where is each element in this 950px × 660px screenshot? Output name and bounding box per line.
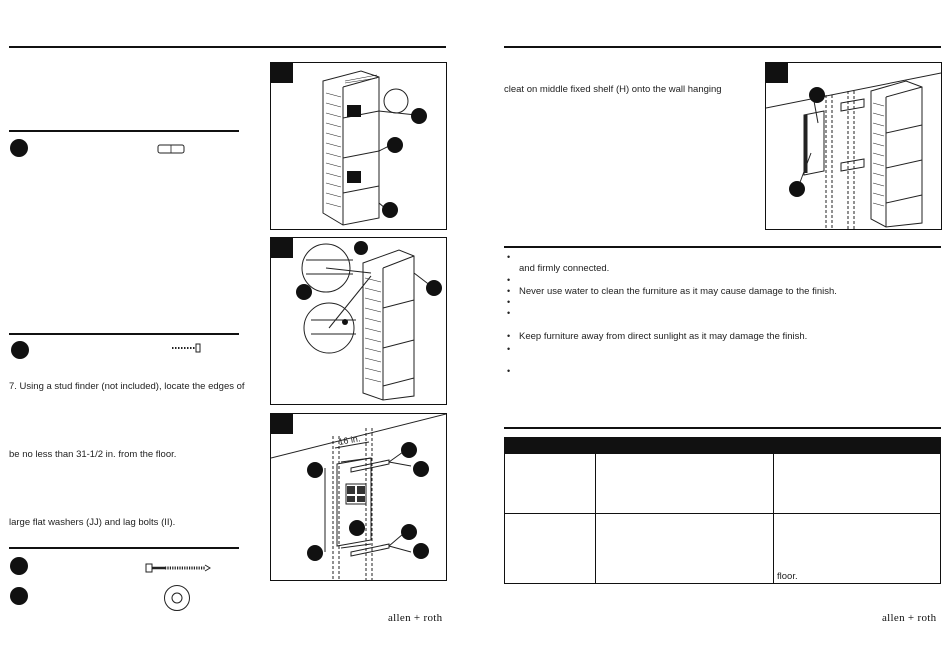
part-marker-4 bbox=[10, 587, 28, 605]
troubleshooting-table bbox=[504, 437, 941, 584]
step7-text: 7. Using a stud finder (not included), locate the edges of bbox=[9, 381, 245, 392]
care-section-rule bbox=[504, 246, 941, 248]
top-rule-right bbox=[504, 46, 941, 48]
table-cell: floor. bbox=[774, 514, 941, 584]
section-rule-1 bbox=[9, 130, 239, 132]
brand-logo-right: allen + roth bbox=[882, 612, 937, 624]
care-bullet-5: • bbox=[507, 297, 511, 307]
part-marker-2 bbox=[11, 341, 29, 359]
step-tag-4 bbox=[766, 63, 788, 83]
height-text: be no less than 31-1/2 in. from the floor. bbox=[9, 449, 177, 460]
lag-bolt-icon bbox=[145, 562, 211, 574]
care-bullet-6: • bbox=[507, 308, 511, 318]
part-marker-3 bbox=[10, 557, 28, 575]
diagram-3 bbox=[270, 413, 447, 581]
table-cell bbox=[505, 454, 596, 514]
table-cell bbox=[774, 454, 941, 514]
table-row bbox=[505, 514, 941, 584]
washer-icon bbox=[163, 584, 191, 612]
top-rule-left bbox=[9, 46, 446, 48]
table-header-cell bbox=[596, 438, 774, 454]
care-bullet-3: • bbox=[507, 275, 511, 285]
step-tag-3 bbox=[271, 414, 293, 434]
brand-logo-left: allen + roth bbox=[388, 612, 443, 624]
hardware-screw-icon bbox=[170, 343, 204, 353]
care-item-2: and firmly connected. bbox=[519, 263, 610, 274]
part-marker-1 bbox=[10, 139, 28, 157]
step-tag-2 bbox=[271, 238, 293, 258]
care-bullet-4: • bbox=[507, 286, 511, 296]
table-header-cell bbox=[774, 438, 941, 454]
measure-label: 16 in. bbox=[337, 433, 362, 447]
care-item-4: Never use water to clean the furniture as it may cause damage to the finish. bbox=[519, 286, 837, 297]
care-bullet-1: • bbox=[507, 252, 511, 262]
table-header-cell bbox=[505, 438, 596, 454]
table-cell bbox=[596, 514, 774, 584]
diagram-1 bbox=[270, 62, 447, 230]
table-row bbox=[505, 454, 941, 514]
care-bullet-9: • bbox=[507, 366, 511, 376]
diagram-4 bbox=[765, 62, 942, 230]
bolts-text: large flat washers (JJ) and lag bolts (II). bbox=[9, 517, 176, 528]
step-tag-1 bbox=[271, 63, 293, 83]
care-bullet-8: • bbox=[507, 344, 511, 354]
section-rule-3 bbox=[9, 547, 239, 549]
diagram-2 bbox=[270, 237, 447, 405]
table-cell bbox=[596, 454, 774, 514]
table-section-rule bbox=[504, 427, 941, 429]
table-cell bbox=[505, 514, 596, 584]
section-rule-2 bbox=[9, 333, 239, 335]
hardware-pin-icon bbox=[157, 143, 185, 155]
care-item-7: Keep furniture away from direct sunlight as it may damage the finish. bbox=[519, 331, 808, 342]
cleat-text: cleat on middle fixed shelf (H) onto the wall hanging bbox=[504, 84, 722, 95]
care-bullet-7: • bbox=[507, 331, 511, 341]
table-header-row bbox=[505, 438, 941, 454]
